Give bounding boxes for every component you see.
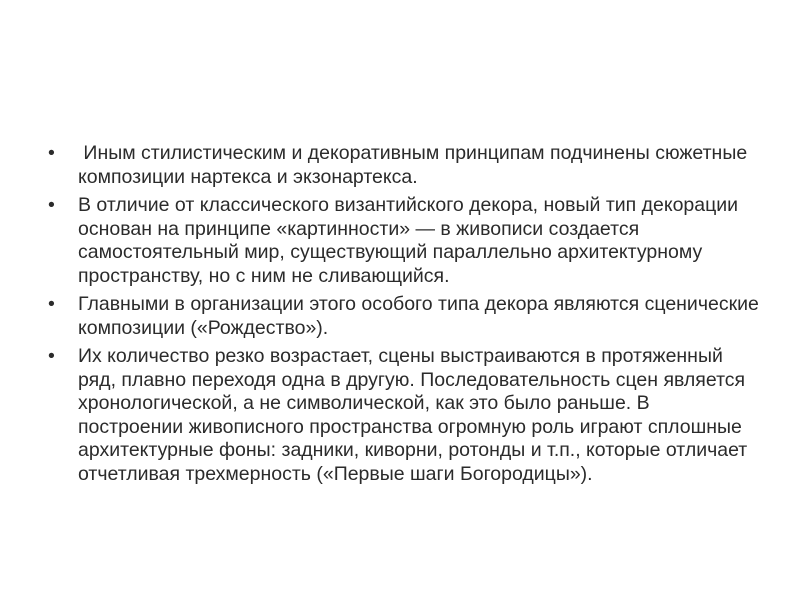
bullet-icon: •	[48, 345, 55, 367]
bullet-text-1: Иным стилистическим и декоративным принципам подчинены сюжетные композиции нартекса и экзонартекса.	[78, 142, 748, 188]
bullet-list	[48, 142, 760, 491]
bullet-item-1	[48, 142, 760, 189]
bullet-text-2: В отличие от классического византийского декора, новый тип декорации основан на принципе «картинности» — в живописи создается самостоятельный мир, существующий параллельно архитектурному пространству, но с ним не сливающийся.	[78, 194, 739, 287]
bullet-text-4: Их количество резко возрастает, сцены выстраиваются в протяженный ряд, плавно переходя одна в другую. Последовательность сцен является хронологической, а не символической, как это было раньше. В построении живописного пространства огромную роль играют сплошные архитектурные фоны: задники, киворни, ротонды и т.п., которые отличает отчетливая трехмерность («Первые шаги Богородицы»).	[78, 345, 748, 485]
bullet-item-3	[48, 293, 760, 340]
bullet-icon: •	[48, 293, 55, 315]
bullet-item-4	[48, 345, 760, 486]
bullet-icon: •	[48, 194, 55, 216]
bullet-icon: •	[48, 142, 55, 164]
bullet-item-2	[48, 194, 760, 288]
bullet-text-3: Главными в организации этого особого типа декора являются сценические композиции («Рождество»).	[78, 293, 759, 339]
